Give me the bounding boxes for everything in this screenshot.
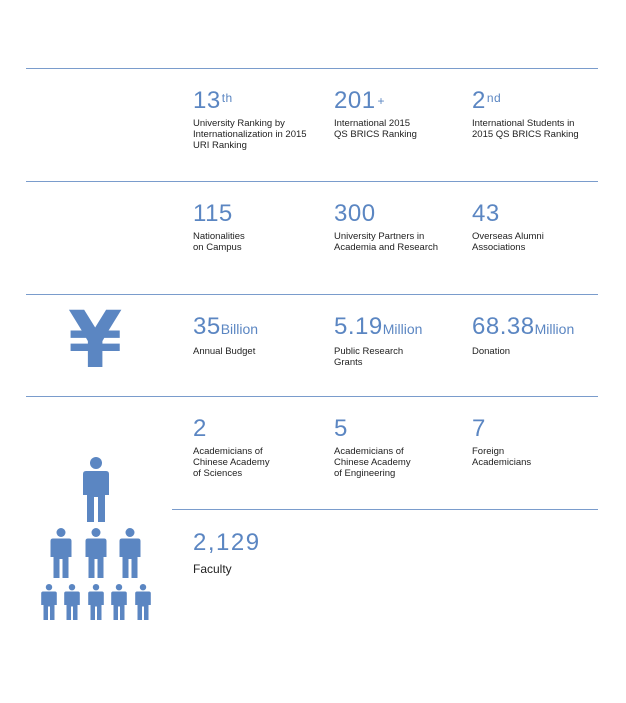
stat-label: Foreign Academicians — [472, 446, 532, 468]
stat-value: 13th — [193, 87, 233, 114]
stat-label: Faculty — [193, 562, 232, 576]
stat-label: University Ranking by Internationalization in 2015 URI Ranking — [193, 118, 307, 151]
stat-value: 2 — [193, 415, 207, 442]
stat-value: 201 + — [334, 87, 386, 114]
person-icon — [135, 584, 151, 620]
stat-partners — [334, 201, 438, 253]
divider — [26, 181, 598, 182]
stat-value: 7 — [472, 415, 486, 442]
divider — [172, 509, 598, 510]
stat-value: 115 — [193, 200, 233, 227]
stat-value: 68.38Million — [472, 313, 575, 340]
stat-value: 300 — [334, 200, 376, 227]
person-icon — [82, 457, 110, 522]
stat-value: 2,129 — [193, 529, 261, 556]
stat-cas-academicians — [193, 416, 270, 479]
stat-value: 5 — [334, 415, 348, 442]
stat-value: 43 — [472, 200, 500, 227]
stat-label: Academicians of Chinese Academy of Sciences — [193, 446, 270, 479]
stat-research-grants — [334, 314, 422, 368]
stat-uri-ranking — [193, 88, 307, 151]
stat-label: International Students in 2015 QS BRICS Ranking — [472, 118, 579, 140]
stat-alumni-associations — [472, 201, 544, 253]
stat-value: 5.19Million — [334, 313, 423, 340]
person-icon — [64, 584, 80, 620]
stat-label: Public Research Grants — [334, 346, 404, 368]
stat-label: Nationalities on Campus — [193, 231, 245, 253]
stat-foreign-academicians — [472, 416, 531, 468]
divider — [26, 68, 598, 69]
divider — [26, 396, 598, 397]
stat-value: 2nd — [472, 87, 502, 114]
person-icon — [85, 528, 107, 578]
stat-qs-students — [472, 88, 579, 140]
stat-cae-academicians — [334, 416, 411, 479]
person-icon — [50, 528, 72, 578]
stat-nationalities — [193, 201, 245, 253]
person-icon — [88, 584, 104, 620]
person-icon — [41, 584, 57, 620]
stat-label: Overseas Alumni Associations — [472, 231, 544, 253]
divider — [26, 294, 598, 295]
stat-label: Annual Budget — [193, 346, 256, 357]
stat-annual-budget — [193, 314, 258, 357]
stat-label: International 2015 QS BRICS Ranking — [334, 118, 417, 140]
stat-label: Academicians of Chinese Academy of Engineering — [334, 446, 411, 479]
stat-qs-international — [334, 88, 417, 140]
person-icon — [119, 528, 141, 578]
person-icon — [111, 584, 127, 620]
stat-value: 35Billion — [193, 313, 259, 340]
stat-label: Donation — [472, 346, 511, 357]
stat-label: University Partners in Academia and Research — [334, 231, 439, 253]
stat-donation — [472, 314, 574, 357]
stat-faculty — [193, 530, 261, 576]
yen-icon: ¥ — [68, 296, 123, 386]
